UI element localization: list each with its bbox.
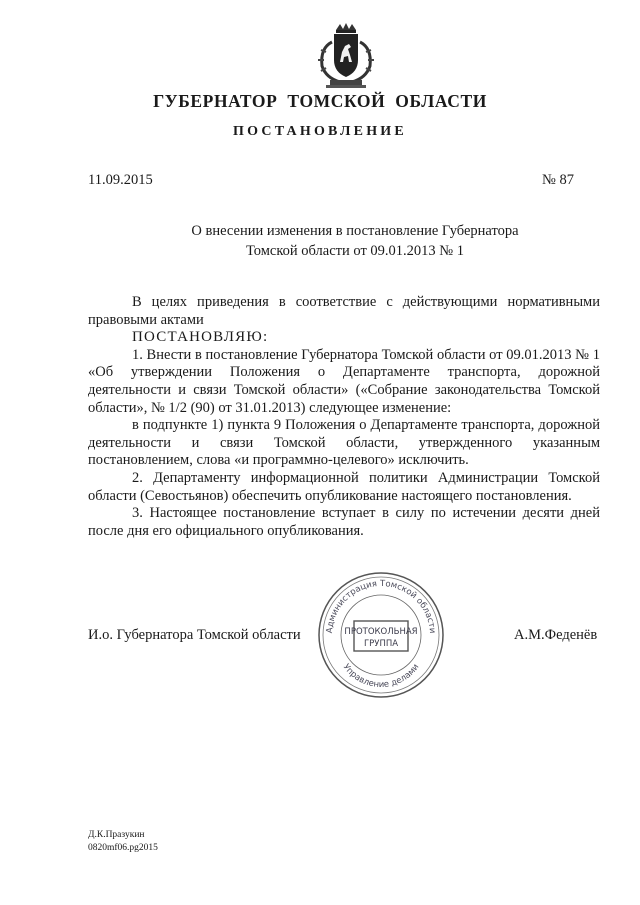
stamp-ring-top-text: Администрация Томской области (324, 578, 438, 634)
stamp-center-line: ПРОТОКОЛЬНАЯ (344, 627, 418, 637)
stamp-ring-bottom-text: Управление делами (340, 662, 422, 691)
subject-line: Томской области от 09.01.2013 № 1 (246, 243, 464, 259)
document-type-heading: ПОСТАНОВЛЕНИЕ (233, 124, 407, 139)
signatory-role: И.о. Губернатора Томской области (88, 627, 301, 643)
stamp-center-line: ГРУППА (363, 639, 399, 649)
official-stamp (314, 568, 448, 698)
item-2-paragraph: 2. Департаменту информационной политики Администрации Томской области (Севостьянов) обеспечить опубликование настоящего постановления. (88, 469, 600, 504)
document-subject (0, 221, 640, 261)
item-1-detail-paragraph: в подпункте 1) пункта 9 Положения о Департаменте транспорта, дорожной деятельности и связи Томской области, утвержденного указанным постановлением, слова «и программно-целевого» исключить. (88, 417, 600, 469)
executor-name: Д.К.Празукин (88, 830, 145, 840)
preamble-paragraph: В целях приведения в соответствие с действующими нормативными правовыми актами (88, 294, 600, 328)
subject-line: О внесении изменения в постановление Губернатора (191, 223, 519, 239)
file-reference: 0820mf06.pg2015 (88, 843, 158, 853)
document-date: 11.09.2015 (88, 172, 153, 188)
coat-of-arms-icon (310, 22, 382, 90)
document-number: № 87 (542, 172, 574, 188)
authority-heading: ГУБЕРНАТОР ТОМСКОЙ ОБЛАСТИ (153, 91, 487, 111)
item-1-paragraph: 1. Внести в постановление Губернатора Томской области от 09.01.2013 № 1 «Об утверждении Положения о Департаменте транспорта, дорожной деятельности и связи Томской области» («Собрание законодательства Томской области», № 1/2 (90) от 31.01.2013) следующее изменение: (88, 346, 600, 416)
signatory-name: А.М.Феденёв (514, 627, 598, 643)
item-3-paragraph: 3. Настоящее постановление вступает в силу по истечении десяти дней после дня его официального опубликования. (88, 505, 600, 539)
footer-executor-block (88, 829, 158, 855)
document-body (88, 294, 600, 540)
decree-word: ПОСТАНОВЛЯЮ: (132, 329, 269, 346)
